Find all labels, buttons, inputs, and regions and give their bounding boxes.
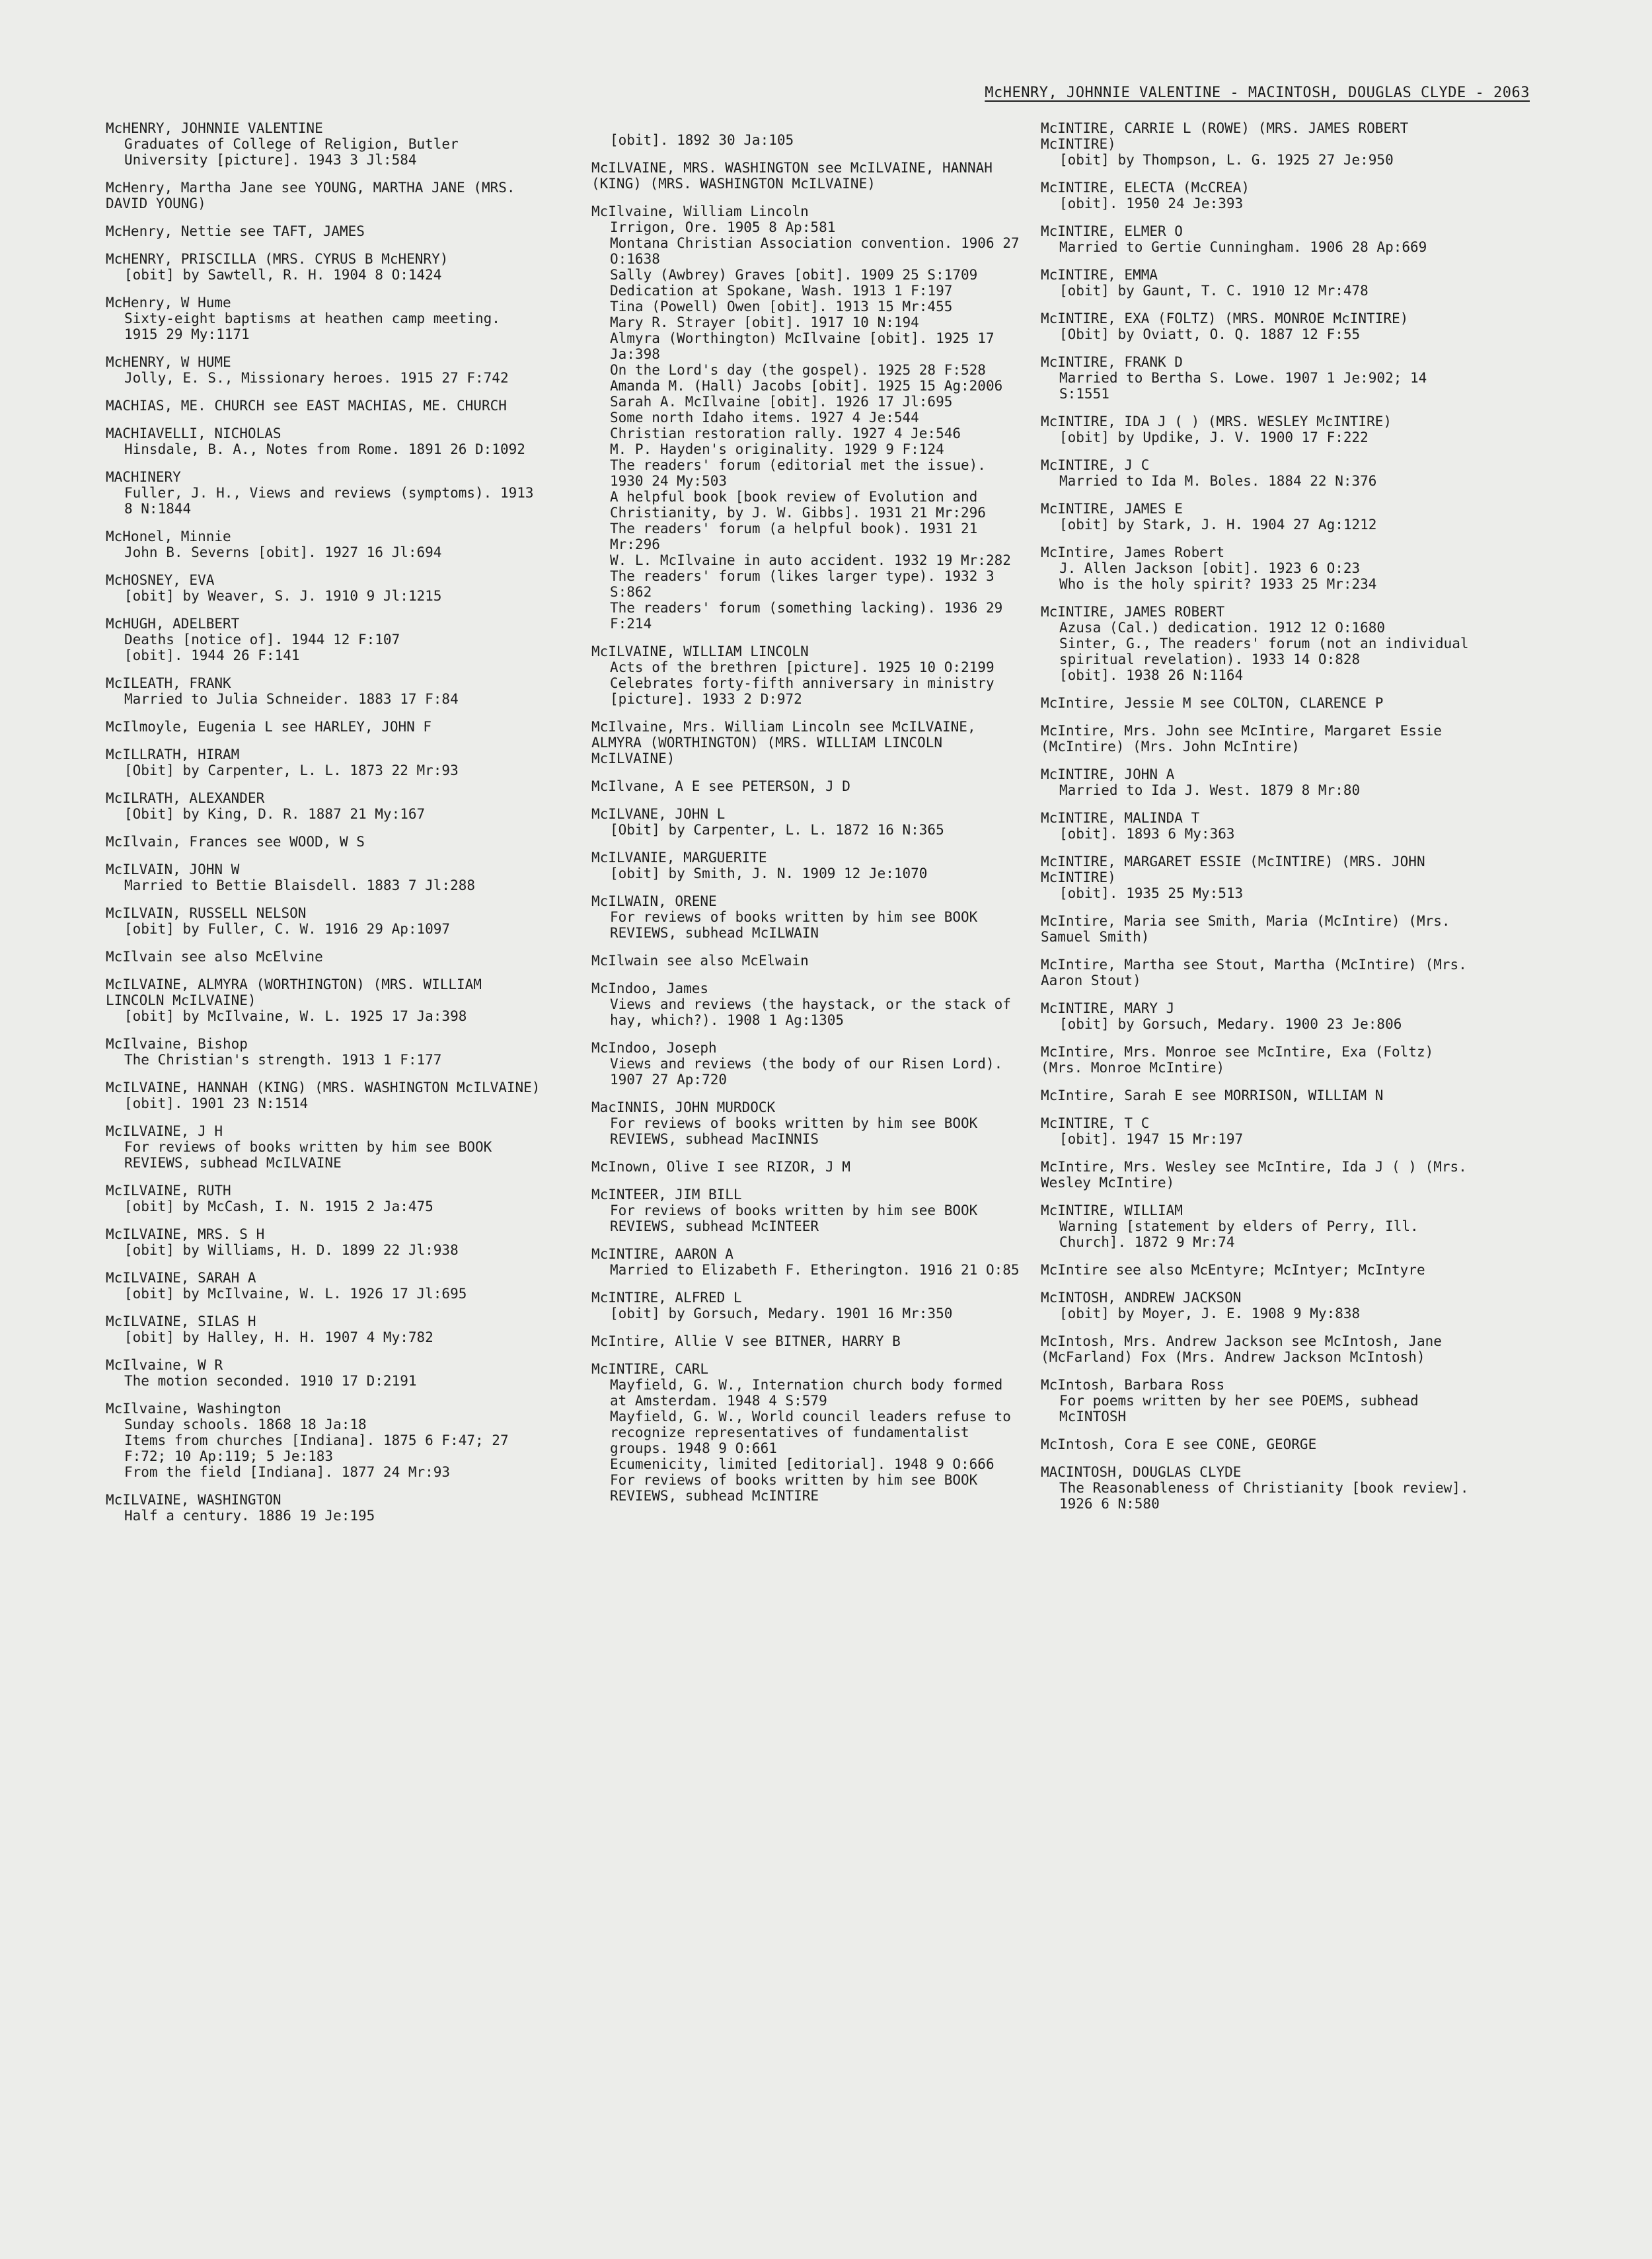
entry-heading: McILEATH, FRANK bbox=[106, 675, 231, 691]
entry-citation: [obit] by Gorsuch, Medary. 1901 16 Mr:350 bbox=[610, 1306, 953, 1321]
index-entry bbox=[106, 1401, 542, 1480]
entry-heading: McINTIRE, ELMER O bbox=[1041, 223, 1183, 239]
index-entry bbox=[106, 426, 542, 457]
entry-heading: McILVANE, JOHN L bbox=[591, 806, 726, 822]
entry-heading: McILRATH, ALEXANDER bbox=[106, 790, 265, 806]
entry-heading: McILVAINE, WILLIAM LINCOLN bbox=[591, 644, 809, 659]
entry-heading: McIntosh, Mrs. Andrew Jackson see McIntosh, Jane (McFarland) Fox (Mrs. Andrew Jackson McIntosh) bbox=[1041, 1333, 1450, 1365]
index-entry bbox=[106, 616, 542, 663]
entry-heading: McIlmoyle, Eugenia L see HARLEY, JOHN F bbox=[106, 719, 432, 735]
index-entry bbox=[1041, 723, 1477, 755]
entry-heading: McIlwain see also McElwain bbox=[591, 953, 809, 969]
index-entry bbox=[106, 1270, 542, 1302]
entry-citation: Irrigon, Ore. 1905 8 Ap:581 bbox=[610, 219, 836, 235]
index-entry bbox=[106, 790, 542, 822]
index-entry bbox=[1041, 414, 1477, 445]
index-entry bbox=[591, 893, 1028, 941]
index-entry bbox=[106, 572, 542, 604]
index-entry bbox=[591, 778, 1028, 794]
entry-heading: McINTIRE, CARRIE L (ROWE) (MRS. JAMES ROBERT McINTIRE) bbox=[1041, 120, 1417, 152]
entry-heading: McIlvane, A E see PETERSON, J D bbox=[591, 778, 850, 794]
index-entry bbox=[106, 180, 542, 211]
entry-citation: For reviews of books written by him see BOOK REVIEWS, subhead McINTIRE bbox=[610, 1472, 986, 1504]
entry-citation: [obit] by Stark, J. H. 1904 27 Ag:1212 bbox=[1059, 517, 1377, 533]
entry-citation: M. P. Hayden's originality. 1929 9 F:124 bbox=[610, 441, 944, 457]
index-entry bbox=[106, 469, 542, 517]
entry-heading: McINTIRE, JOHN A bbox=[1041, 766, 1175, 782]
entry-citation: Sarah A. McIlvaine [obit]. 1926 17 Jl:695 bbox=[610, 394, 953, 410]
index-entry bbox=[1041, 1000, 1477, 1032]
entry-heading: McHENRY, PRISCILLA (MRS. CYRUS B McHENRY) bbox=[106, 251, 449, 267]
entry-heading: McILVAINE, MRS. WASHINGTON see McILVAINE, HANNAH (KING) (MRS. WASHINGTON McILVAINE) bbox=[591, 160, 1001, 192]
entry-heading: McILVAINE, HANNAH (KING) (MRS. WASHINGTON McILVAINE) bbox=[106, 1080, 541, 1095]
entry-citation: [obit]. 1901 23 N:1514 bbox=[124, 1095, 309, 1111]
entry-citation: [obit]. 1947 15 Mr:197 bbox=[1059, 1131, 1244, 1147]
entry-citation: The Reasonableness of Christianity [book review]. 1926 6 N:580 bbox=[1059, 1480, 1478, 1512]
index-entry bbox=[1041, 1203, 1477, 1250]
entry-heading: MACINTOSH, DOUGLAS CLYDE bbox=[1041, 1464, 1242, 1480]
entry-heading: McINTIRE, ELECTA (McCREA) bbox=[1041, 180, 1250, 196]
entry-heading: McIntire see also McEntyre; McIntyer; McIntyre bbox=[1041, 1262, 1425, 1278]
index-entry bbox=[1041, 1262, 1477, 1278]
index-entry bbox=[1041, 1377, 1477, 1425]
entry-heading: McILVAINE, J H bbox=[106, 1123, 223, 1139]
index-entry bbox=[1041, 604, 1477, 683]
entry-heading: McIntire, Allie V see BITNER, HARRY B bbox=[591, 1333, 901, 1349]
entry-heading: McIntire, Martha see Stout, Martha (McIntire) (Mrs. Aaron Stout) bbox=[1041, 957, 1476, 988]
entry-citation: [obit]. 1892 30 Ja:105 bbox=[610, 132, 794, 148]
entry-citation: John B. Severns [obit]. 1927 16 Jl:694 bbox=[124, 544, 442, 560]
entry-heading: McINTIRE, MALINDA T bbox=[1041, 810, 1200, 826]
index-entry bbox=[106, 675, 542, 707]
entry-citation: For reviews of books written by him see BOOK REVIEWS, subhead McINTEER bbox=[610, 1203, 986, 1234]
running-header: McHENRY, JOHNNIE VALENTINE - MACINTOSH, DOUGLAS CLYDE - 2063 bbox=[985, 85, 1530, 101]
entry-citation: [Obit] by Carpenter, L. L. 1873 22 Mr:93 bbox=[124, 762, 459, 778]
index-entry bbox=[1041, 1088, 1477, 1103]
index-entry bbox=[591, 806, 1028, 838]
entry-heading: McIntire, Sarah E see MORRISON, WILLIAM N bbox=[1041, 1088, 1384, 1103]
entry-citation: The motion seconded. 1910 17 D:2191 bbox=[124, 1373, 417, 1389]
index-entry bbox=[1041, 1159, 1477, 1191]
entry-citation: [obit] by McIlvaine, W. L. 1926 17 Jl:695 bbox=[124, 1286, 467, 1302]
entry-citation: For poems written by her see POEMS, subhead McINTOSH bbox=[1059, 1393, 1427, 1425]
index-entry bbox=[106, 949, 542, 965]
entry-citation: Graduates of College of Religion, Butler University [picture]. 1943 3 Jl:584 bbox=[124, 136, 467, 168]
index-entry bbox=[1041, 957, 1477, 988]
index-entry bbox=[106, 251, 542, 283]
entry-heading: McIntire, Mrs. Monroe see McIntire, Exa (Foltz) (Mrs. Monroe McIntire) bbox=[1041, 1044, 1442, 1076]
entry-citation: A helpful book [book review of Evolution and Christianity, by J. W. Gibbs]. 1931 21 Mr:296 bbox=[610, 489, 986, 521]
index-entry bbox=[1041, 1290, 1477, 1321]
index-entry bbox=[591, 644, 1028, 707]
entry-citation: Montana Christian Association convention. 1906 27 O:1638 bbox=[610, 235, 1028, 267]
index-entry bbox=[591, 1159, 1028, 1175]
index-entry bbox=[106, 120, 542, 168]
entry-heading: McIlvaine, William Lincoln bbox=[591, 204, 809, 219]
index-entry bbox=[1041, 267, 1477, 299]
index-entry bbox=[106, 834, 542, 850]
entry-citation: Warning [statement by elders of Perry, Ill. Church]. 1872 9 Mr:74 bbox=[1059, 1218, 1427, 1250]
index-entry bbox=[591, 1246, 1028, 1278]
index-entry bbox=[1041, 1044, 1477, 1076]
entry-heading: McIlvain, Frances see WOOD, W S bbox=[106, 834, 365, 850]
entry-citation: Half a century. 1886 19 Je:195 bbox=[124, 1508, 375, 1524]
index-entry bbox=[591, 132, 1028, 148]
index-entry bbox=[1041, 120, 1477, 168]
entry-heading: McHENRY, JOHNNIE VALENTINE bbox=[106, 120, 323, 136]
entry-heading: McILVAINE, RUTH bbox=[106, 1183, 231, 1199]
entry-citation: The Christian's strength. 1913 1 F:177 bbox=[124, 1052, 442, 1068]
entry-citation: [obit] by Moyer, J. E. 1908 9 My:838 bbox=[1059, 1306, 1361, 1321]
index-entry bbox=[1041, 354, 1477, 402]
entry-heading: McILWAIN, ORENE bbox=[591, 893, 717, 909]
entry-citation: Deaths [notice of]. 1944 12 F:107 bbox=[124, 632, 400, 648]
index-entry bbox=[591, 953, 1028, 969]
entry-heading: McIndoo, James bbox=[591, 981, 709, 996]
entry-citation: Married to Julia Schneider. 1883 17 F:84 bbox=[124, 691, 459, 707]
index-entry bbox=[106, 1226, 542, 1258]
entry-heading: McINTIRE, FRANK D bbox=[1041, 354, 1183, 370]
entry-heading: McHenry, Nettie see TAFT, JAMES bbox=[106, 223, 365, 239]
entry-heading: McIlvaine, Mrs. William Lincoln see McILVAINE, ALMYRA (WORTHINGTON) (MRS. WILLIAM LINCOLN McILVAINE) bbox=[591, 719, 985, 766]
index-entry bbox=[1041, 810, 1477, 842]
entry-citation: [obit] by Gorsuch, Medary. 1900 23 Je:806 bbox=[1059, 1016, 1402, 1032]
index-entry bbox=[106, 747, 542, 778]
index-entry bbox=[106, 1080, 542, 1111]
entry-heading: McIlvain see also McElvine bbox=[106, 949, 323, 965]
index-entry bbox=[591, 1187, 1028, 1234]
entry-heading: McINTIRE, WILLIAM bbox=[1041, 1203, 1183, 1218]
index-entry bbox=[106, 1036, 542, 1068]
entry-heading: McILVAINE, MRS. S H bbox=[106, 1226, 265, 1242]
entry-citation: [obit]. 1938 26 N:1164 bbox=[1059, 667, 1244, 683]
entry-heading: McINTIRE, AARON A bbox=[591, 1246, 733, 1262]
entry-heading: McILVAINE, SILAS H bbox=[106, 1314, 256, 1329]
index-entry bbox=[1041, 854, 1477, 901]
entry-heading: McILVAIN, JOHN W bbox=[106, 862, 240, 877]
index-entry bbox=[106, 1183, 542, 1214]
index-entry bbox=[1041, 457, 1477, 489]
entry-citation: On the Lord's day (the gospel). 1925 28 F:528 bbox=[610, 362, 986, 378]
entry-citation: Sixty-eight baptisms at heathen camp meeting. 1915 29 My:1171 bbox=[124, 311, 509, 342]
entry-citation: [Obit] by Oviatt, O. Q. 1887 12 F:55 bbox=[1059, 326, 1361, 342]
entry-citation: From the field [Indiana]. 1877 24 Mr:93 bbox=[124, 1464, 451, 1480]
entry-citation: Fuller, J. H., Views and reviews (symptoms). 1913 8 N:1844 bbox=[124, 485, 543, 517]
entry-citation: [obit] by Williams, H. D. 1899 22 Jl:938 bbox=[124, 1242, 459, 1258]
index-entry bbox=[1041, 1333, 1477, 1365]
entry-heading: McINTIRE, JAMES ROBERT bbox=[1041, 604, 1225, 620]
entry-heading: McIlvaine, W R bbox=[106, 1357, 223, 1373]
entry-citation: Amanda M. (Hall) Jacobs [obit]. 1925 15 Ag:2006 bbox=[610, 378, 1003, 394]
entry-citation: [obit]. 1944 26 F:141 bbox=[124, 648, 300, 663]
entry-citation: The readers' forum (a helpful book). 1931 21 Mr:296 bbox=[610, 521, 986, 552]
entry-heading: McIlvaine, Bishop bbox=[106, 1036, 248, 1052]
entry-heading: McIntire, Jessie M see COLTON, CLARENCE P bbox=[1041, 695, 1384, 711]
entry-heading: McILVAINE, ALMYRA (WORTHINGTON) (MRS. WILLIAM LINCOLN McILVAINE) bbox=[106, 977, 490, 1008]
entry-heading: McHUGH, ADELBERT bbox=[106, 616, 240, 632]
index-entry bbox=[1041, 766, 1477, 798]
entry-heading: McHenry, Martha Jane see YOUNG, MARTHA JANE (MRS. DAVID YOUNG) bbox=[106, 180, 524, 211]
entry-heading: McHENRY, W HUME bbox=[106, 354, 231, 370]
entry-citation: W. L. McIlvaine in auto accident. 1932 19 Mr:282 bbox=[610, 552, 1011, 568]
entry-heading: McIntosh, Barbara Ross bbox=[1041, 1377, 1225, 1393]
column-2 bbox=[591, 132, 1028, 1516]
index-entry bbox=[591, 1290, 1028, 1321]
entry-citation: [Obit] by Carpenter, L. L. 1872 16 N:365 bbox=[610, 822, 944, 838]
entry-heading: McILVANIE, MARGUERITE bbox=[591, 850, 767, 866]
entry-citation: Who is the holy spirit? 1933 25 Mr:234 bbox=[1059, 576, 1377, 592]
entry-heading: McIlvaine, Washington bbox=[106, 1401, 282, 1417]
index-entry bbox=[106, 1492, 542, 1524]
index-entry bbox=[1041, 501, 1477, 533]
index-entry bbox=[1041, 223, 1477, 255]
index-entry bbox=[106, 354, 542, 386]
entry-citation: For reviews of books written by him see BOOK REVIEWS, subhead McILWAIN bbox=[610, 909, 986, 941]
entry-citation: The readers' forum (editorial met the issue). 1930 24 My:503 bbox=[610, 457, 995, 489]
entry-heading: McIntire, Maria see Smith, Maria (McIntire) (Mrs. Samuel Smith) bbox=[1041, 913, 1459, 945]
entry-heading: McINTIRE, CARL bbox=[591, 1361, 709, 1377]
entry-heading: McINTIRE, MARGARET ESSIE (McINTIRE) (MRS. JOHN McINTIRE) bbox=[1041, 854, 1434, 885]
entry-citation: [obit] by Gaunt, T. C. 1910 12 Mr:478 bbox=[1059, 283, 1369, 299]
entry-heading: MACHIAVELLI, NICHOLAS bbox=[106, 426, 282, 441]
entry-citation: [Obit] by King, D. R. 1887 21 My:167 bbox=[124, 806, 426, 822]
entry-heading: McHOSNEY, EVA bbox=[106, 572, 215, 588]
entry-citation: Married to Bettie Blaisdell. 1883 7 Jl:288 bbox=[124, 877, 476, 893]
index-entry bbox=[591, 1361, 1028, 1504]
column-1 bbox=[106, 120, 542, 1536]
entry-citation: Married to Ida M. Boles. 1884 22 N:376 bbox=[1059, 473, 1377, 489]
entry-heading: McINTIRE, T C bbox=[1041, 1115, 1150, 1131]
entry-citation: The readers' forum (likes larger type). 1932 3 S:862 bbox=[610, 568, 1003, 600]
index-entry bbox=[591, 204, 1028, 632]
entry-citation: Some north Idaho items. 1927 4 Je:544 bbox=[610, 410, 919, 426]
index-entry bbox=[1041, 1464, 1477, 1512]
index-entry bbox=[591, 1040, 1028, 1088]
entry-citation: [obit] by Smith, J. N. 1909 12 Je:1070 bbox=[610, 866, 928, 881]
entry-citation: Celebrates forty-fifth anniversary in ministry [picture]. 1933 2 D:972 bbox=[610, 675, 1003, 707]
index-entry bbox=[106, 862, 542, 893]
entry-citation: Christian restoration rally. 1927 4 Je:546 bbox=[610, 426, 961, 441]
entry-heading: McIntire, James Robert bbox=[1041, 544, 1225, 560]
entry-citation: Jolly, E. S., Missionary heroes. 1915 27 F:742 bbox=[124, 370, 509, 386]
index-entry bbox=[1041, 311, 1477, 342]
index-entry bbox=[1041, 1436, 1477, 1452]
entry-heading: McINTIRE, IDA J ( ) (MRS. WESLEY McINTIRE) bbox=[1041, 414, 1392, 429]
index-entry bbox=[1041, 695, 1477, 711]
entry-citation: [obit] by Updike, J. V. 1900 17 F:222 bbox=[1059, 429, 1369, 445]
entry-citation: Sunday schools. 1868 18 Ja:18 bbox=[124, 1417, 367, 1432]
entry-heading: McIntire, Mrs. Wesley see McIntire, Ida J ( ) (Mrs. Wesley McIntire) bbox=[1041, 1159, 1476, 1191]
index-entry bbox=[106, 1314, 542, 1345]
entry-citation: Almyra (Worthington) McIlvaine [obit]. 1925 17 Ja:398 bbox=[610, 330, 1003, 362]
entry-citation: [obit]. 1893 6 My:363 bbox=[1059, 826, 1235, 842]
entry-citation: [obit] by Fuller, C. W. 1916 29 Ap:1097 bbox=[124, 921, 451, 937]
index-entry bbox=[591, 719, 1028, 766]
entry-heading: McIndoo, Joseph bbox=[591, 1040, 717, 1056]
entry-citation: Married to Bertha S. Lowe. 1907 1 Je:902; 14 S:1551 bbox=[1059, 370, 1435, 402]
entry-citation: [obit] by McIlvaine, W. L. 1925 17 Ja:398 bbox=[124, 1008, 467, 1024]
index-entry bbox=[106, 1123, 542, 1171]
index-entry bbox=[591, 850, 1028, 881]
entry-heading: McINTIRE, EXA (FOLTZ) (MRS. MONROE McINTIRE) bbox=[1041, 311, 1409, 326]
index-entry bbox=[591, 160, 1028, 192]
index-entry bbox=[1041, 180, 1477, 211]
entry-citation: Items from churches [Indiana]. 1875 6 F:47; 27 F:72; 10 Ap:119; 5 Je:183 bbox=[124, 1432, 517, 1464]
entry-citation: J. Allen Jackson [obit]. 1923 6 O:23 bbox=[1059, 560, 1361, 576]
entry-heading: McINTOSH, ANDREW JACKSON bbox=[1041, 1290, 1242, 1306]
entry-heading: McILVAINE, SARAH A bbox=[106, 1270, 256, 1286]
entry-citation: [obit] by Halley, H. H. 1907 4 My:782 bbox=[124, 1329, 433, 1345]
entry-heading: MacINNIS, JOHN MURDOCK bbox=[591, 1099, 776, 1115]
entry-citation: Married to Elizabeth F. Etherington. 1916 21 O:85 bbox=[610, 1262, 1020, 1278]
entry-heading: MACHIAS, ME. CHURCH see EAST MACHIAS, ME. CHURCH bbox=[106, 398, 507, 414]
entry-citation: [obit]. 1950 24 Je:393 bbox=[1059, 196, 1244, 211]
entry-citation: [obit] by Thompson, L. G. 1925 27 Je:950 bbox=[1059, 152, 1394, 168]
index-entry bbox=[1041, 544, 1477, 592]
index-entry bbox=[591, 1333, 1028, 1349]
entry-heading: McINTIRE, MARY J bbox=[1041, 1000, 1175, 1016]
entry-citation: Mayfield, G. W., World council leaders refuse to recognize representatives of fundamentalist groups. 1948 9 O:661 bbox=[610, 1409, 1020, 1456]
entry-heading: McINTIRE, JAMES E bbox=[1041, 501, 1183, 517]
index-entry bbox=[106, 1357, 542, 1389]
entry-citation: Married to Gertie Cunningham. 1906 28 Ap:669 bbox=[1059, 239, 1427, 255]
index-entry bbox=[1041, 913, 1477, 945]
entry-heading: McINTIRE, ALFRED L bbox=[591, 1290, 742, 1306]
entry-citation: Tina (Powell) Owen [obit]. 1913 15 Mr:455 bbox=[610, 299, 953, 315]
entry-heading: McINTIRE, J C bbox=[1041, 457, 1150, 473]
index-entry bbox=[106, 295, 542, 342]
index-entry bbox=[1041, 1115, 1477, 1147]
entry-heading: McInown, Olive I see RIZOR, J M bbox=[591, 1159, 850, 1175]
entry-citation: Mary R. Strayer [obit]. 1917 10 N:194 bbox=[610, 315, 919, 330]
index-entry bbox=[106, 398, 542, 414]
entry-citation: For reviews of books written by him see BOOK REVIEWS, subhead MacINNIS bbox=[610, 1115, 986, 1147]
entry-citation: Sally (Awbrey) Graves [obit]. 1909 25 S:1709 bbox=[610, 267, 978, 283]
entry-citation: Hinsdale, B. A., Notes from Rome. 1891 26 D:1092 bbox=[124, 441, 525, 457]
entry-heading: McIntosh, Cora E see CONE, GEORGE bbox=[1041, 1436, 1317, 1452]
index-entry bbox=[106, 223, 542, 239]
entry-heading: McHenry, W Hume bbox=[106, 295, 231, 311]
index-entry bbox=[106, 905, 542, 937]
entry-citation: Acts of the brethren [picture]. 1925 10 O:2199 bbox=[610, 659, 995, 675]
index-entry bbox=[106, 977, 542, 1024]
index-entry bbox=[591, 1099, 1028, 1147]
index-entry bbox=[591, 981, 1028, 1028]
entry-heading: McINTIRE, EMMA bbox=[1041, 267, 1158, 283]
entry-heading: MACHINERY bbox=[106, 469, 181, 485]
entry-citation: [obit] by Weaver, S. J. 1910 9 Jl:1215 bbox=[124, 588, 442, 604]
entry-citation: [obit] by Sawtell, R. H. 1904 8 O:1424 bbox=[124, 267, 442, 283]
entry-heading: McIntire, Mrs. John see McIntire, Margaret Essie (McIntire) (Mrs. John McIntire) bbox=[1041, 723, 1450, 755]
entry-heading: McINTEER, JIM BILL bbox=[591, 1187, 742, 1203]
column-3 bbox=[1041, 120, 1477, 1524]
entry-citation: [obit]. 1935 25 My:513 bbox=[1059, 885, 1244, 901]
entry-citation: For reviews of books written by him see BOOK REVIEWS, subhead McILVAINE bbox=[124, 1139, 500, 1171]
entry-citation: [obit] by McCash, I. N. 1915 2 Ja:475 bbox=[124, 1199, 433, 1214]
entry-citation: Mayfield, G. W., Internation church body formed at Amsterdam. 1948 4 S:579 bbox=[610, 1377, 1011, 1409]
entry-citation: Dedication at Spokane, Wash. 1913 1 F:197 bbox=[610, 283, 953, 299]
entry-citation: Ecumenicity, limited [editorial]. 1948 9 O:666 bbox=[610, 1456, 995, 1472]
entry-citation: Married to Ida J. West. 1879 8 Mr:80 bbox=[1059, 782, 1361, 798]
entry-heading: McILVAINE, WASHINGTON bbox=[106, 1492, 282, 1508]
entry-citation: Sinter, G., The readers' forum (not an individual spiritual revelation). 1933 14 O:828 bbox=[1059, 636, 1478, 667]
entry-citation: Views and reviews (the haystack, or the stack of hay, which?). 1908 1 Ag:1305 bbox=[610, 996, 1020, 1028]
entry-citation: Views and reviews (the body of our Risen Lord). 1907 27 Ap:720 bbox=[610, 1056, 1011, 1088]
entry-heading: McILLRATH, HIRAM bbox=[106, 747, 240, 762]
index-entry bbox=[106, 719, 542, 735]
entry-citation: The readers' forum (something lacking). 1936 29 F:214 bbox=[610, 600, 1011, 632]
entry-heading: McHonel, Minnie bbox=[106, 529, 231, 544]
entry-citation: Azusa (Cal.) dedication. 1912 12 O:1680 bbox=[1059, 620, 1386, 636]
index-entry bbox=[106, 529, 542, 560]
entry-heading: McILVAIN, RUSSELL NELSON bbox=[106, 905, 307, 921]
